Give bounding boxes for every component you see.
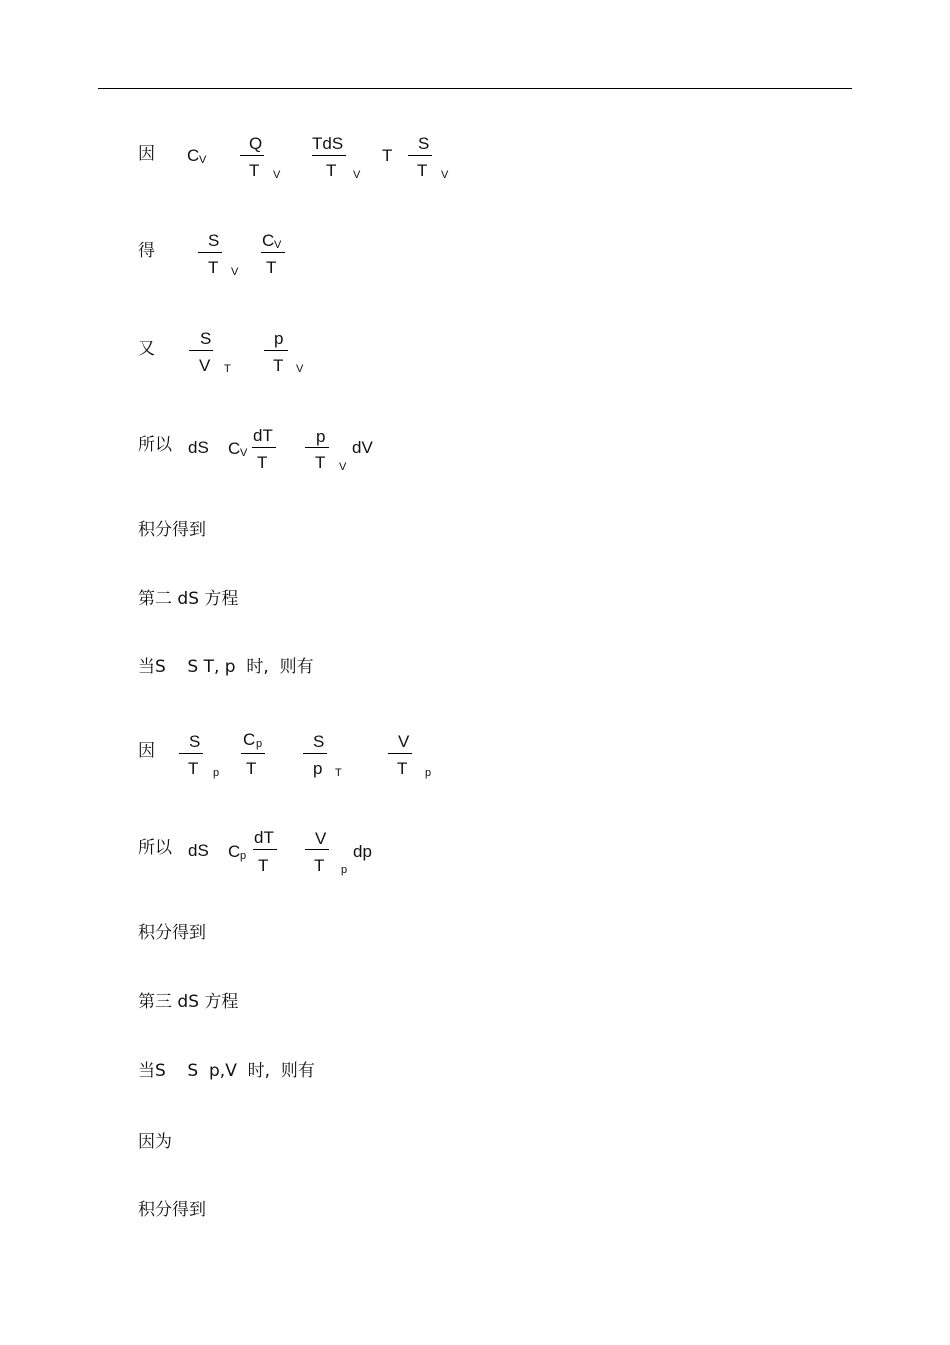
temperature-factor: T: [382, 146, 393, 165]
subscript: V: [231, 266, 239, 278]
cv-subscript: V: [240, 447, 248, 459]
denominator: T: [397, 759, 408, 778]
denominator: V: [199, 356, 211, 375]
denominator: T: [315, 453, 326, 472]
fraction-bar: [179, 753, 203, 754]
fraction-bar: [189, 350, 213, 351]
subscript: V: [339, 461, 347, 473]
fraction-bar: [240, 155, 264, 156]
numerator: S: [200, 329, 212, 348]
fraction-bar: [408, 155, 432, 156]
fraction-bar: [264, 350, 288, 351]
subscript: p: [425, 767, 432, 779]
subscript: T: [335, 767, 342, 779]
fraction-bar: [253, 849, 277, 850]
section-title: 第二 dS 方程: [138, 589, 239, 609]
fraction-bar: [312, 155, 346, 156]
fraction-bar: [303, 753, 327, 754]
subscript: T: [224, 363, 231, 375]
denominator: p: [313, 759, 323, 778]
numerator: C: [262, 231, 275, 250]
denominator: T: [266, 258, 277, 277]
denominator: T: [273, 356, 284, 375]
fraction-bar: [241, 753, 265, 754]
cv-symbol: C: [187, 146, 200, 165]
numerator: p: [316, 427, 326, 446]
subscript: V: [296, 363, 304, 375]
row-label: 又: [138, 339, 155, 359]
fraction-bar: [198, 252, 222, 253]
denominator: T: [246, 759, 257, 778]
fraction-bar: [305, 849, 329, 850]
denominator: T: [258, 856, 269, 875]
subscript: p: [341, 864, 348, 876]
denominator: T: [208, 258, 219, 277]
fraction-bar: [388, 753, 412, 754]
numerator: S: [313, 732, 325, 751]
text-line: 因为: [138, 1132, 172, 1152]
numerator: p: [274, 329, 284, 348]
numerator: V: [315, 829, 327, 848]
fraction-bar: [305, 447, 329, 448]
fraction-bar: [252, 447, 276, 448]
row-label: 因: [138, 144, 155, 164]
numerator: dT: [253, 426, 273, 445]
subscript: V: [273, 169, 281, 181]
cp-subscript: p: [256, 738, 263, 750]
text-line: 当S S p,V 时, 则有: [138, 1061, 315, 1081]
denominator: T: [257, 453, 268, 472]
cv-symbol: C: [228, 439, 241, 458]
denominator: T: [188, 759, 199, 778]
text-line: 积分得到: [138, 923, 206, 943]
header-rule: [98, 88, 852, 89]
text-line: 积分得到: [138, 520, 206, 540]
numerator: V: [398, 732, 410, 751]
numerator: Q: [249, 134, 263, 153]
row-label: 所以: [138, 838, 172, 858]
subscript: p: [213, 767, 220, 779]
ds-symbol: dS: [188, 841, 209, 860]
cp-symbol: C: [228, 842, 241, 861]
denominator: T: [314, 856, 325, 875]
dv-symbol: dV: [352, 438, 373, 457]
denominator: T: [417, 161, 428, 180]
cv-subscript: V: [199, 154, 207, 166]
dp-symbol: dp: [353, 842, 372, 861]
numerator: S: [418, 134, 430, 153]
row-label: 所以: [138, 435, 172, 455]
ds-symbol: dS: [188, 438, 209, 457]
row-label: 因: [138, 741, 155, 761]
cp-subscript: p: [240, 850, 247, 862]
fraction-bar: [261, 252, 285, 253]
numerator: S: [189, 732, 201, 751]
subscript: V: [353, 169, 361, 181]
subscript: V: [441, 169, 449, 181]
text-line: 积分得到: [138, 1200, 206, 1220]
numerator: TdS: [312, 134, 344, 153]
section-title: 第三 dS 方程: [138, 992, 239, 1012]
row-label: 得: [138, 241, 155, 261]
text-line: 当S S T, p 时, 则有: [138, 657, 314, 677]
denominator: T: [249, 161, 260, 180]
numerator: dT: [254, 828, 274, 847]
numerator: S: [208, 231, 220, 250]
cv-subscript: V: [274, 239, 282, 251]
denominator: T: [326, 161, 337, 180]
numerator: C: [243, 730, 256, 749]
